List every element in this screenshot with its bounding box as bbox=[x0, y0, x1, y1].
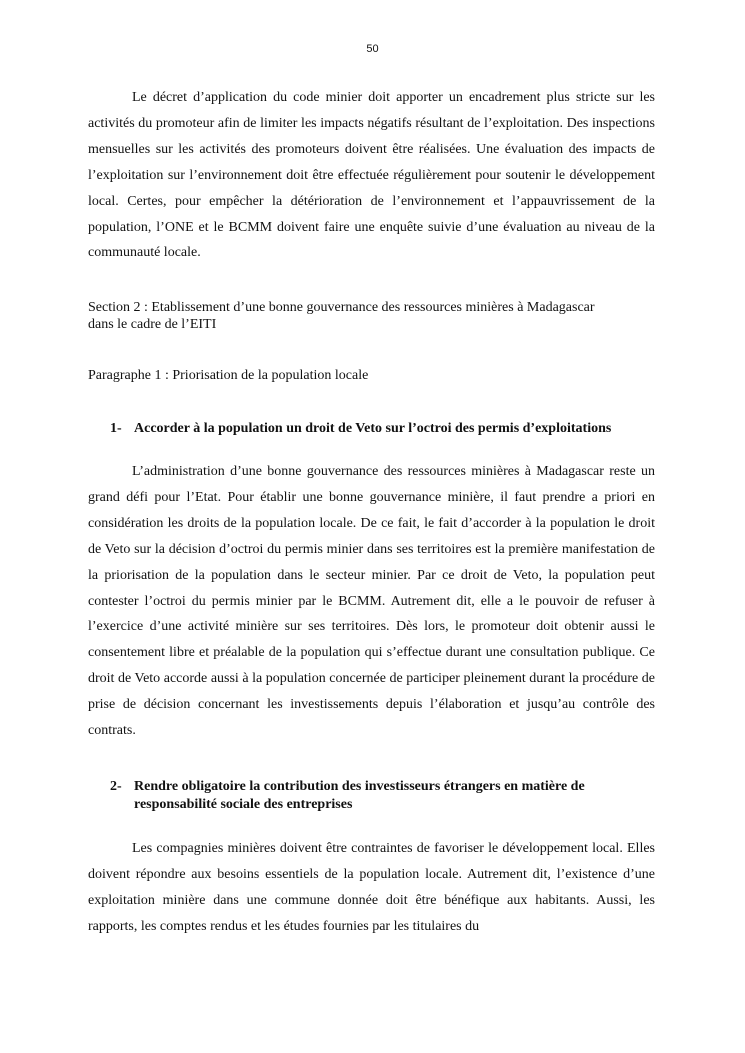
page-number: 50 bbox=[366, 43, 379, 55]
heading-2 bbox=[110, 778, 655, 814]
paragraph-title: Paragraphe 1 : Priorisation de la population locale bbox=[88, 368, 369, 383]
heading-1-number: 1- bbox=[110, 421, 122, 436]
heading-1 bbox=[110, 420, 655, 438]
section-title-line-1: Section 2 : Etablissement d’une bonne gouvernance des ressources minières à Madagascar bbox=[88, 300, 595, 315]
body-paragraph-1: L’administration d’une bonne gouvernance des ressources minières à Madagascar reste un grand défi pour l’Etat. Pour établir une bonne gouvernance minière, il faut prendre a priori en considération les droits de la population locale. De ce fait, le fait d’accorder à la population le droit de Veto sur la décision d’octroi du permis minier dans ses territoires est la première manifestation de la priorisation de la population dans le secteur minier. Par ce droit de Veto, la population peut contester l’octroi du permis minier par le BCMM. Autrement dit, elle a le pouvoir de refuser à l’exercice d’une activité minière sur ses territoires. Dès lors, le promoteur doit obtenir aussi le consentement libre et préalable de la population qui s’effectue durant une consultation publique. Ce droit de Veto accorde aussi à la population concernée de participer pleinement durant la procédure de prise de décision concernant les investissements depuis l’élaboration et jusqu’au contrôle des contrats. bbox=[88, 464, 655, 739]
section-title-line-2: dans le cadre de l’EITI bbox=[88, 317, 217, 332]
heading-1-text: Accorder à la population un droit de Veto sur l’octroi des permis d’exploitations bbox=[134, 421, 612, 436]
heading-2-line-2: responsabilité sociale des entreprises bbox=[134, 797, 353, 812]
heading-2-line-1: Rendre obligatoire la contribution des investisseurs étrangers en matière de bbox=[134, 779, 585, 794]
body-paragraph-2: Les compagnies minières doivent être contraintes de favoriser le développement local. Elles doivent répondre aux besoins essentiels de la population locale. Autrement dit, l’existence d’une exploitation minière dans une commune donnée doit être bénéfique aux habitants. Aussi, les rapports, les comptes rendus et les études fournies par les titulaires du bbox=[88, 841, 655, 934]
section-title bbox=[88, 299, 655, 333]
heading-2-number: 2- bbox=[110, 779, 122, 794]
heading-2-text bbox=[134, 778, 655, 814]
intro-paragraph: Le décret d’application du code minier doit apporter un encadrement plus stricte sur les activités du promoteur afin de limiter les impacts négatifs résultant de l’exploitation. Des inspections mensuelles sur les activités des promoteurs doivent être réalisées. Une évaluation des impacts de l’exploitation sur l’environnement doit être effectuée régulièrement pour soutenir le développement local. Certes, pour empêcher la détérioration de l’environnement et l’appauvrissement de la population, l’ONE et le BCMM doivent faire une enquête suivie d’une évaluation au niveau de la communauté locale. bbox=[88, 90, 655, 261]
